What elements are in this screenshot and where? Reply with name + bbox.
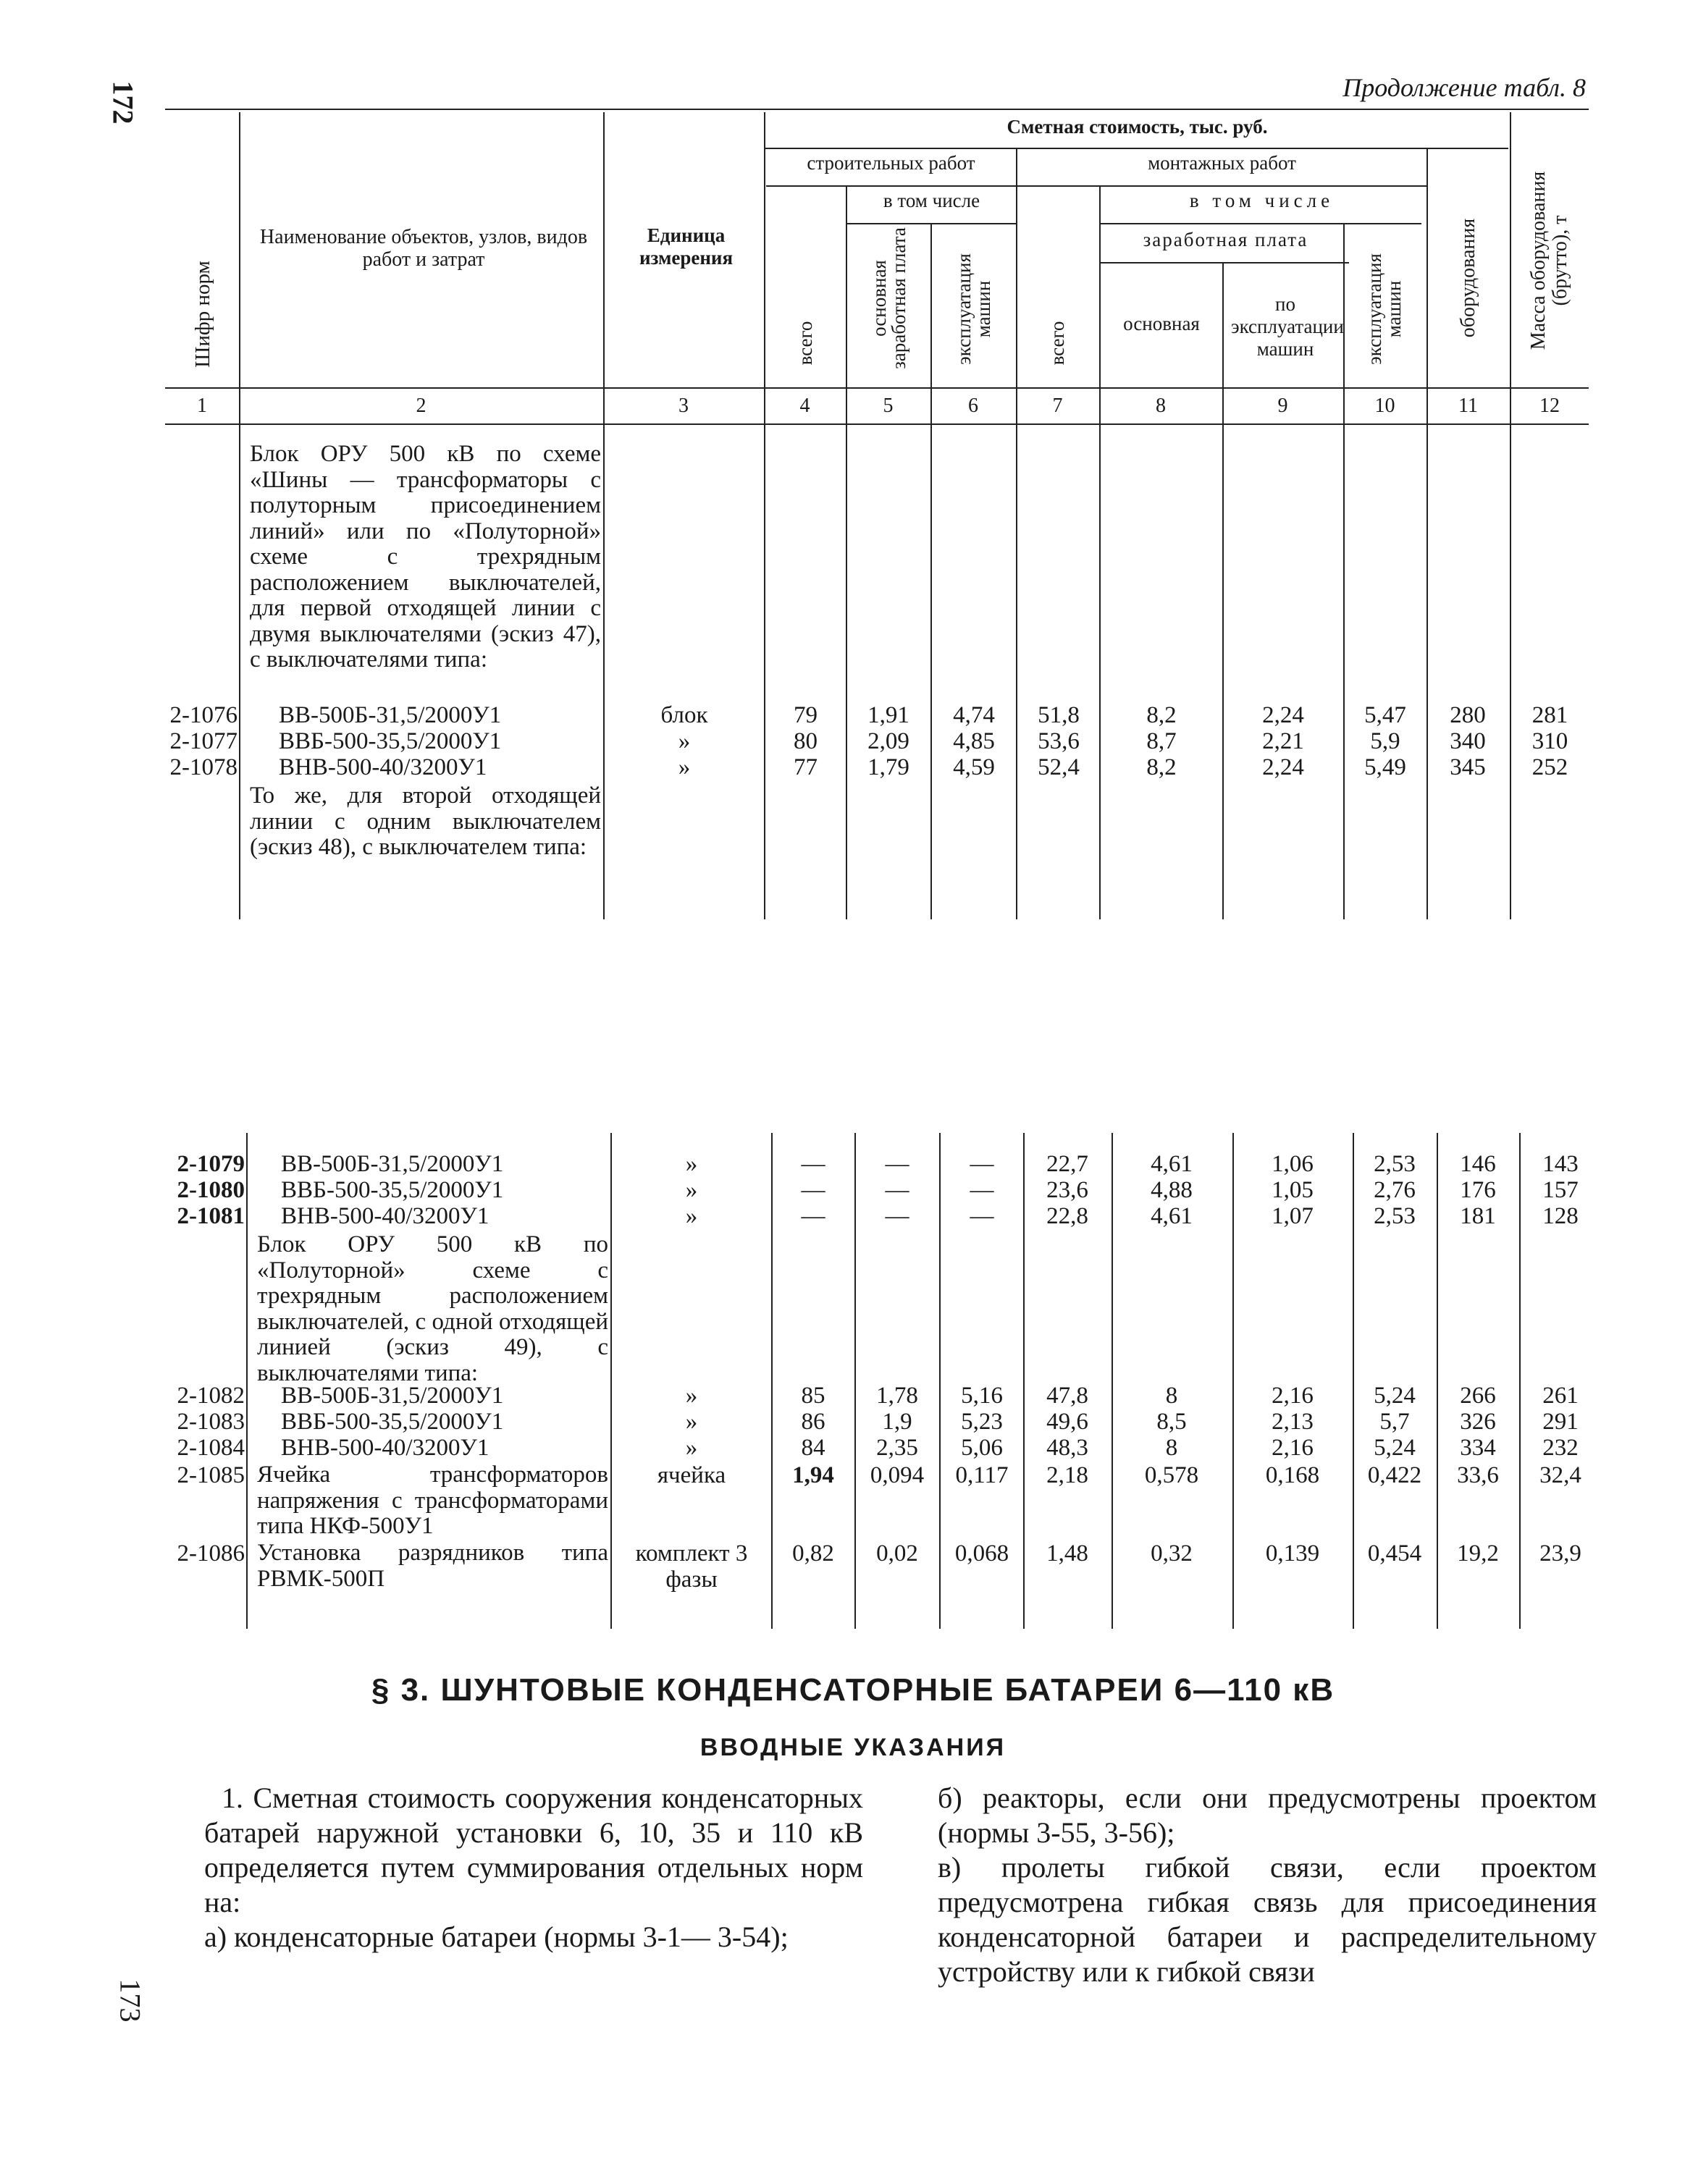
col-number-4: 4	[799, 395, 810, 417]
col-number-7: 7	[1052, 395, 1063, 417]
col-number-10: 10	[1374, 395, 1395, 417]
header-name: Наименование объектов, узлов, видов работ и затрат	[259, 226, 588, 271]
paragraph: б) реакторы, если они предусмотрены проектом (нормы 3-55, 3-56);	[938, 1782, 1597, 1849]
col-number-2: 2	[416, 395, 426, 417]
header-equipment: оборудования	[1457, 218, 1479, 338]
header-wage: заработная плата	[1143, 229, 1308, 250]
section-title: § 3. ШУНТОВЫЕ КОНДЕНСАТОРНЫЕ БАТАРЕИ 6—110 кВ	[371, 1672, 1335, 1708]
block1-description: Блок ОРУ 500 кВ по схеме «Шины — трансформаторы с полуторным присоединением линий» или по «Полуторной» схеме с трехрядным расположением выключателей, для первой отходящей линии с двумя выключателями (эскиз 47), с выключателями типа:	[250, 441, 601, 673]
block2-description: Блок ОРУ 500 кВ по «Полуторной» схеме с трехрядным расположением выключателей, с одной отходящей линией (эскиз 49), с выключателями типа:	[257, 1231, 608, 1386]
header-total2: всего	[1046, 321, 1068, 366]
header-construction: строительных работ	[807, 152, 975, 174]
header-basic: основная	[1123, 313, 1200, 334]
header-unit: Единица измерения	[639, 224, 734, 269]
col-number-8: 8	[1156, 395, 1166, 417]
col-number-5: 5	[883, 395, 894, 417]
block1-tail: То же, для второй отходящей линии с одним выключателем (эскиз 48), с выключателем типа:	[250, 783, 601, 860]
col-number-6: 6	[968, 395, 978, 417]
col-number-1: 1	[197, 395, 207, 417]
col-number-11: 11	[1458, 395, 1478, 417]
header-cost-group: Сметная стоимость, тыс. руб.	[1007, 116, 1268, 138]
header-incl2: в том числе	[1189, 190, 1335, 211]
header-total: всего	[794, 321, 816, 366]
header-machine-wage: по эксплуатации машин	[1231, 293, 1344, 360]
page-number-right: 173	[114, 1978, 147, 2023]
header-machines2: эксплуатация машин	[1363, 253, 1405, 365]
page-number-left: 172	[106, 80, 140, 125]
table-continuation: Продолжение табл. 8	[1342, 73, 1586, 102]
col-number-9: 9	[1277, 395, 1288, 417]
header-installation: монтажных работ	[1148, 152, 1296, 174]
header-machines: эксплуатация машин	[953, 253, 994, 365]
col-number-3: 3	[678, 395, 689, 417]
header-code: Шифр норм	[191, 261, 214, 368]
paragraph: в) пролеты гибкой связи, если проектом предусмотрена гибкая связь для присоединения конденсаторной батареи и распределительному устройству или к гибкой связи	[938, 1851, 1597, 1988]
paragraph: а) конденсаторные батареи (нормы 3-1— 3-54);	[204, 1921, 789, 1953]
header-mass: Масса оборудования (брутто), т	[1527, 171, 1571, 350]
header-base-wage: основная заработная плата	[868, 227, 909, 369]
right-column-text	[938, 1781, 1597, 1989]
header-incl: в том числе	[883, 190, 980, 211]
paragraph: 1. Сметная стоимость сооружения конденсаторных батарей наружной установки 6, 10, 35 и 110 кВ определяется путем суммирования отдельных норм на:	[204, 1782, 863, 1918]
section-subtitle: ВВОДНЫЕ УКАЗАНИЯ	[699, 1734, 1007, 1761]
col-number-12: 12	[1539, 395, 1560, 417]
left-column-text	[204, 1781, 863, 1955]
